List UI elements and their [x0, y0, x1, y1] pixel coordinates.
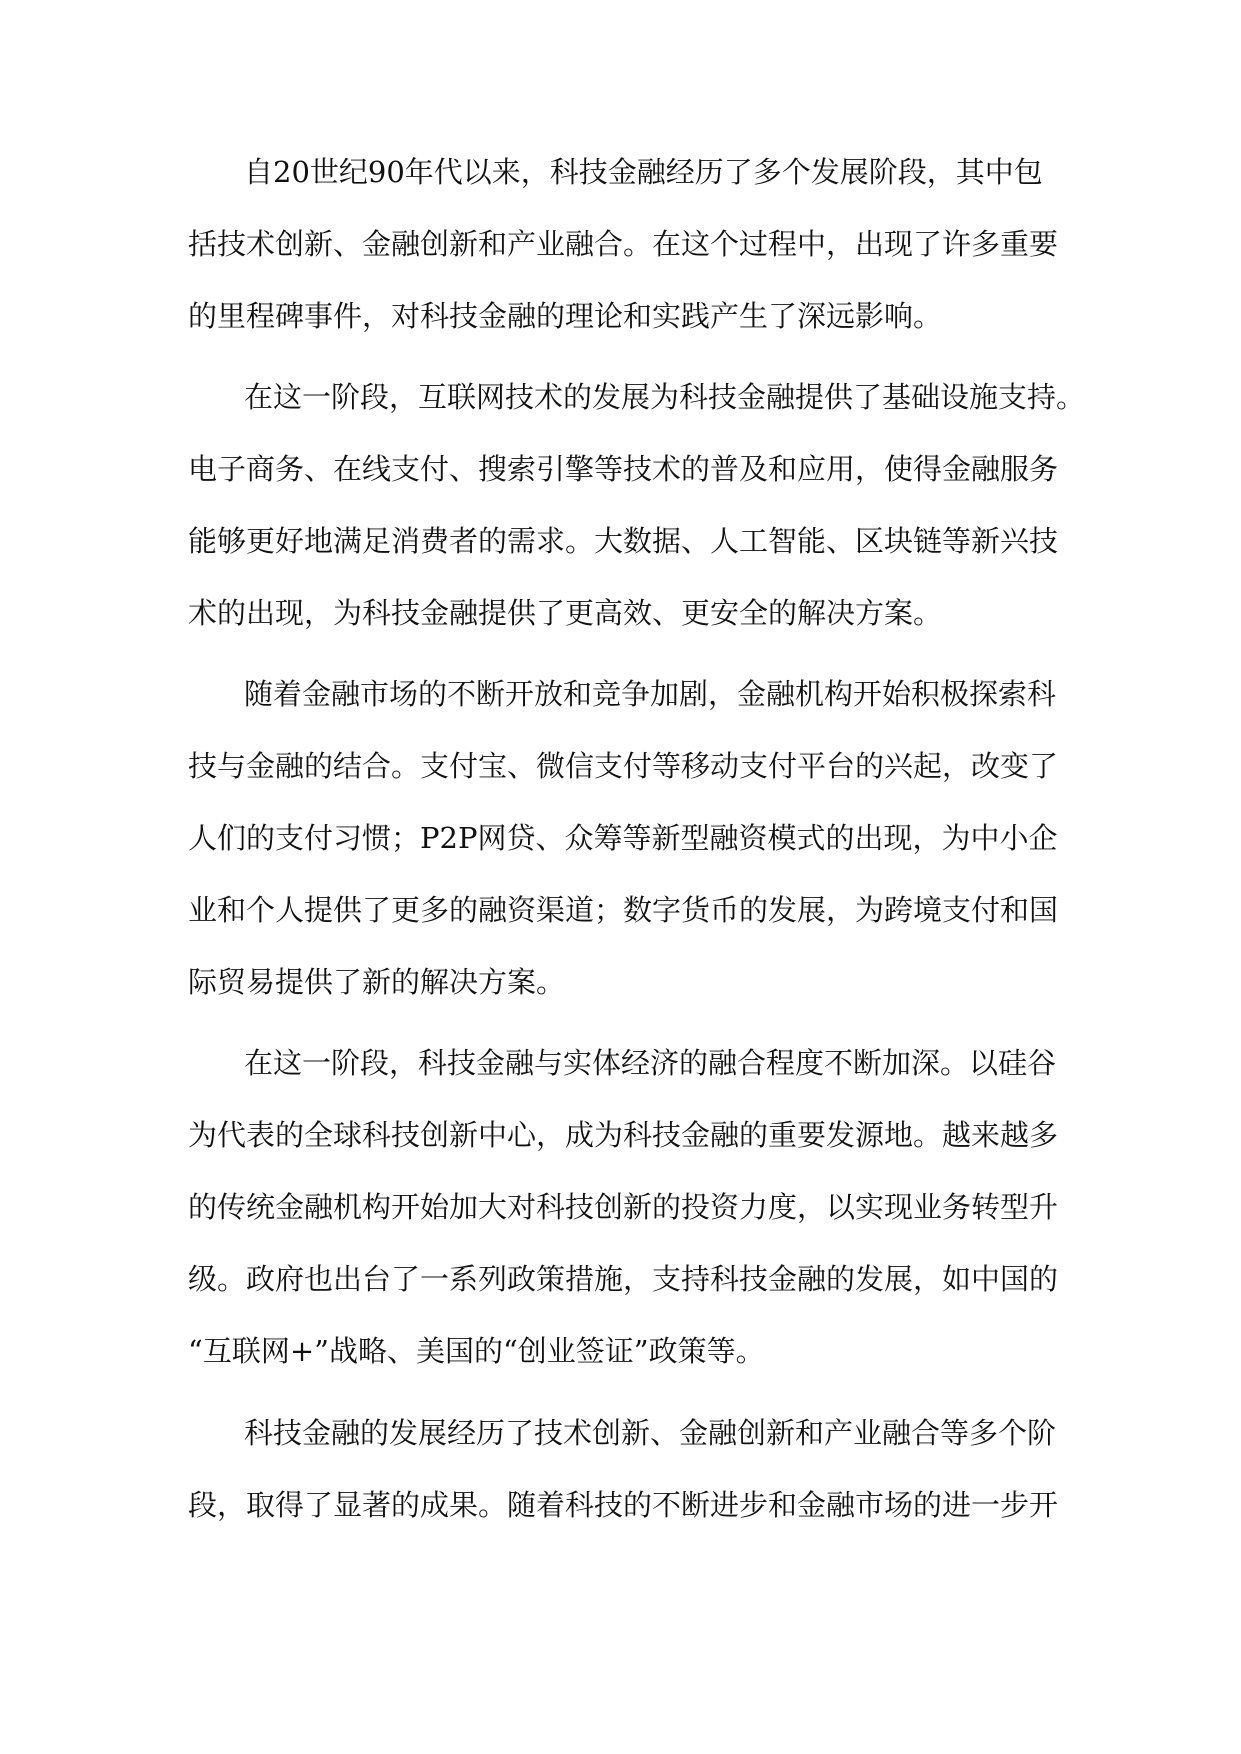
paragraph-1-line-2: 括技术创新、金融创新和产业融合。在这个过程中，出现了许多重要 [188, 227, 1059, 261]
paragraph-1-line-3: 的里程碑事件，对科技金融的理论和实践产生了深远影响。 [188, 299, 943, 333]
paragraph-5-line-1: 科技金融的发展经历了技术创新、金融创新和产业融合等多个阶 [244, 1416, 1057, 1450]
paragraph-4-line-4: 级。政府也出台了一系列政策措施，支持科技金融的发展，如中国的 [188, 1262, 1059, 1296]
paragraph-3-line-1: 随着金融市场的不断开放和竞争加剧，金融机构开始积极探索科 [244, 677, 1057, 711]
paragraph-1-line-1: 自20世纪90年代以来，科技金融经历了多个发展阶段，其中包 [244, 155, 1043, 189]
paragraph-3-line-5: 际贸易提供了新的解决方案。 [188, 965, 566, 999]
paragraph-4-line-2: 为代表的全球科技创新中心，成为科技金融的重要发源地。越来越多 [188, 1118, 1059, 1152]
paragraph-2-line-4: 术的出现，为科技金融提供了更高效、更安全的解决方案。 [188, 596, 943, 630]
paragraph-4-line-5: “互联网+”战略、美国的“创业签证”政策等。 [188, 1334, 765, 1368]
paragraph-5-line-2: 段，取得了显著的成果。随着科技的不断进步和金融市场的进一步开 [188, 1488, 1059, 1522]
paragraph-4-line-3: 的传统金融机构开始加大对科技创新的投资力度，以实现业务转型升 [188, 1190, 1059, 1224]
paragraph-4-line-1: 在这一阶段，科技金融与实体经济的融合程度不断加深。以硅谷 [244, 1046, 1057, 1080]
paragraph-2-line-2: 电子商务、在线支付、搜索引擎等技术的普及和应用，使得金融服务 [188, 452, 1059, 486]
paragraph-3-line-3: 人们的支付习惯；P2P网贷、众筹等新型融资模式的出现，为中小企 [188, 821, 1058, 855]
paragraph-2-line-3: 能够更好地满足消费者的需求。大数据、人工智能、区块链等新兴技 [188, 524, 1059, 558]
paragraph-3-line-2: 技与金融的结合。支付宝、微信支付等移动支付平台的兴起，改变了 [188, 749, 1059, 783]
paragraph-2-line-1: 在这一阶段，互联网技术的发展为科技金融提供了基础设施支持。 [244, 380, 1086, 414]
paragraph-3-line-4: 业和个人提供了更多的融资渠道；数字货币的发展，为跨境支付和国 [188, 893, 1059, 927]
